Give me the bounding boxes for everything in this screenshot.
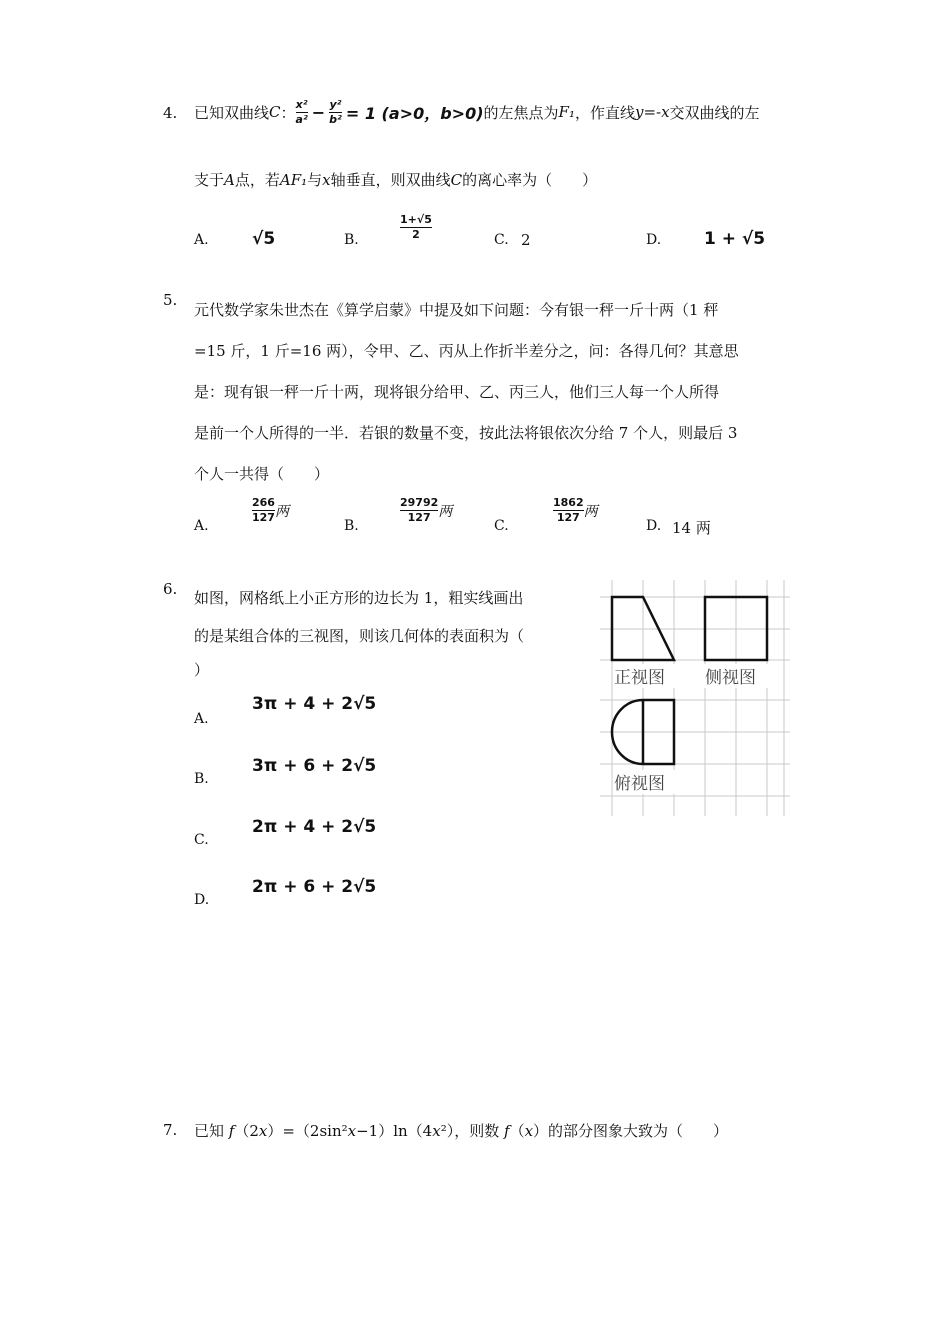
denominator: 127 xyxy=(407,511,431,524)
numerator: 266 xyxy=(252,496,275,509)
var-x: x xyxy=(322,171,331,189)
denominator: 127 xyxy=(252,511,275,524)
text: 轴垂直，则双曲线 xyxy=(330,171,451,189)
minus-sign: − xyxy=(311,102,326,122)
option-a-label: A. xyxy=(194,232,209,248)
question-line: 是：现有银一秤一斤十两，现将银分给甲、乙、丙三人，他们三人每一个人所得 xyxy=(194,383,720,401)
text: 交双曲线的左 xyxy=(669,103,760,122)
option-c-label: C. xyxy=(494,518,509,534)
text: 的左焦点为 xyxy=(483,103,559,122)
text: 已知双曲线 xyxy=(194,103,270,122)
option-d-label: D. xyxy=(646,232,662,248)
text: 与 xyxy=(307,171,323,189)
text: −1）ln（4 xyxy=(356,1122,433,1140)
numerator: y² xyxy=(329,97,342,111)
var-c: C xyxy=(450,171,463,189)
var-f: f xyxy=(228,1122,235,1140)
fraction-x2-a2 xyxy=(296,99,308,126)
question-number: 7. xyxy=(163,1121,178,1139)
option-b-expr xyxy=(400,214,432,241)
option-d-expr: 2π + 6 + 2√5 xyxy=(252,877,377,897)
text: （2 xyxy=(234,1122,259,1140)
equation-rhs: = 1 (a>0，b>0) xyxy=(345,103,484,123)
text: 的离心率为（ ） xyxy=(462,171,598,189)
option-a-expr: √5 xyxy=(252,229,276,249)
question-line: 的是某组合体的三视图，则该几何体的表面积为（ xyxy=(194,627,525,645)
question-6-body xyxy=(194,579,574,655)
numerator: 29792 xyxy=(400,496,439,509)
text: 点，若 xyxy=(234,171,280,189)
line-equation: y=-x xyxy=(634,103,670,121)
option-b-label: B. xyxy=(194,771,209,787)
option-b-label: B. xyxy=(344,518,359,534)
denominator: a² xyxy=(295,112,308,126)
question-line: 如图，网格纸上小正方形的边长为 1，粗实线画出 xyxy=(194,589,524,607)
option-a-expr: 3π + 4 + 2√5 xyxy=(252,694,377,714)
fraction xyxy=(400,497,438,524)
option-d-expr: 14 两 xyxy=(672,519,711,537)
three-view-figure xyxy=(600,580,790,820)
var-c: C xyxy=(269,103,281,121)
front-view-label: 正视图 xyxy=(614,668,665,688)
top-view-label: 俯视图 xyxy=(614,774,665,794)
question-number: 5. xyxy=(163,291,178,309)
option-c-expr: 2 xyxy=(521,231,531,249)
numerator: 1+√5 xyxy=(400,213,432,226)
option-c-expr xyxy=(553,497,598,524)
question-line: 是前一个人所得的一半．若银的数量不变，按此法将银依次分给 7 个人，则最后 3 xyxy=(194,424,738,442)
option-b-expr xyxy=(400,497,452,524)
fraction xyxy=(553,497,584,524)
var-f: f xyxy=(504,1122,510,1140)
denominator: 2 xyxy=(412,228,420,241)
text: ）=（2sin² xyxy=(267,1122,348,1140)
var-x: x xyxy=(347,1122,357,1140)
var-a: A xyxy=(224,171,235,189)
option-c-expr: 2π + 4 + 2√5 xyxy=(252,817,377,837)
var-x: x xyxy=(524,1122,534,1140)
unit-liang: 两 xyxy=(438,503,453,520)
question-line: =15 斤，1 斤=16 两），令甲、乙、丙从上作折半差分之，问：各得几何？其意思 xyxy=(194,342,739,360)
option-d-expr: 1 + √5 xyxy=(704,229,766,249)
option-b-label: B. xyxy=(344,232,359,248)
text: ，作直线 xyxy=(574,103,635,122)
fraction-y2-b2 xyxy=(329,99,342,126)
question-4-line-2 xyxy=(194,169,597,190)
side-view-label: 侧视图 xyxy=(705,668,756,688)
question-number: 4. xyxy=(163,104,178,122)
option-d-label: D. xyxy=(194,892,210,908)
option-c-label: C. xyxy=(194,832,209,848)
question-4-line-1 xyxy=(194,96,760,128)
var-x: x xyxy=(432,1122,441,1140)
var-x: x xyxy=(258,1122,268,1140)
option-a-expr xyxy=(252,497,289,524)
option-c-label: C. xyxy=(494,232,509,248)
numerator: 1862 xyxy=(553,496,584,509)
text: 已知 xyxy=(194,1122,229,1140)
unit-liang: 两 xyxy=(583,503,598,520)
text: ²），则数 xyxy=(440,1122,504,1140)
text: ）的部分图象大致为（ ） xyxy=(533,1122,729,1140)
numerator: x² xyxy=(295,97,308,111)
question-5-body xyxy=(194,290,794,495)
unit-liang: 两 xyxy=(274,503,289,520)
fraction xyxy=(252,497,275,524)
option-b-expr: 3π + 6 + 2√5 xyxy=(252,756,377,776)
option-d-label: D. xyxy=(646,518,662,534)
fraction xyxy=(400,214,432,241)
denominator: b² xyxy=(329,112,342,126)
denominator: 127 xyxy=(556,511,580,524)
text: ： xyxy=(280,103,296,122)
question-line: 元代数学家朱世杰在《算学启蒙》中提及如下问题：今有银一秤一斤十两（1 秤 xyxy=(194,301,719,319)
question-line: 个人一共得（ ） xyxy=(194,465,330,483)
question-line: ） xyxy=(194,661,210,679)
option-a-label: A. xyxy=(194,518,209,534)
question-number: 6. xyxy=(163,580,178,598)
question-7-line xyxy=(194,1120,728,1141)
text: （ xyxy=(509,1122,525,1140)
option-a-label: A. xyxy=(194,711,209,727)
text: 支于 xyxy=(194,171,225,189)
var-f1: F₁ xyxy=(558,103,575,121)
var-af1: AF₁ xyxy=(279,171,308,189)
